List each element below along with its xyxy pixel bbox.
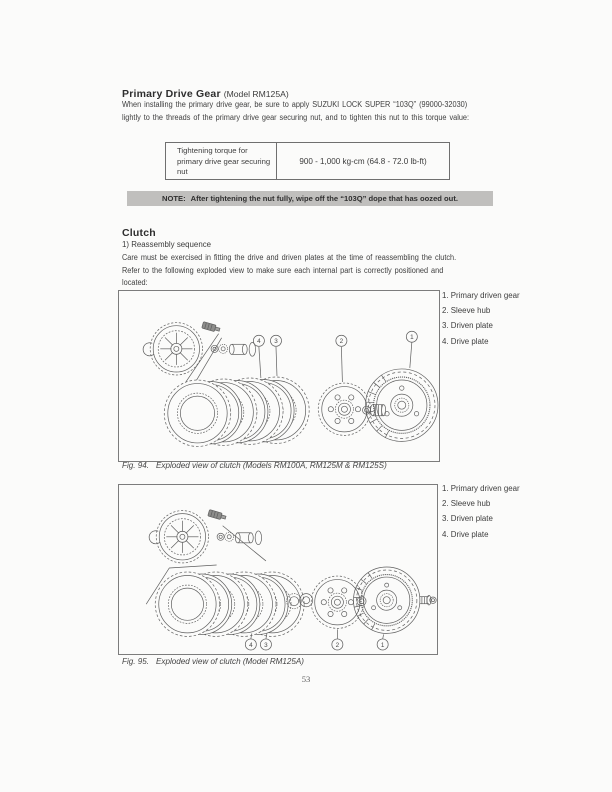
paragraph-line: located:: [122, 278, 148, 288]
note-bar: [127, 191, 493, 206]
paragraph-line: lightly to the threads of the primary drive gear securing nut, and to tighten this nut to this torque value:: [122, 112, 470, 122]
bolt-icon: [208, 510, 227, 521]
callout-3: 3: [264, 641, 268, 649]
clutch-plate-stack: [164, 377, 309, 446]
callout-2: 2: [339, 338, 344, 346]
paragraph-line: Care must be exercised in fitting the drive and driven plates at the time of reassembling the clutch.: [122, 253, 457, 262]
page-number: 53: [301, 674, 311, 684]
torque-spec-value: 900 - 1,000 kg-cm (64.8 - 72.0 lb-ft): [299, 156, 427, 166]
clutch-heading: Clutch: [122, 227, 156, 239]
torque-spec-table: [165, 142, 450, 180]
figure-94-caption: [122, 461, 387, 470]
torque-spec-label: Tightening torque for primary drive gear securing nut: [166, 143, 277, 179]
figure-95-caption-label: Fig. 95.: [122, 657, 149, 666]
legend-item: 2. Sleeve hub: [442, 306, 491, 316]
clutch-exploded-diagram-95: [119, 485, 437, 654]
figure-94-box: [118, 290, 440, 462]
section-model-suffix: (Model RM125A): [223, 89, 289, 99]
clutch-exploded-diagram-94: [119, 291, 439, 461]
paragraph-line: Refer to the following exploded view to make sure each internal part is correctly positioned and: [122, 265, 444, 275]
callout-2: 2: [335, 641, 340, 649]
paragraph-line: When installing the primary drive gear, be sure to apply SUZUKI LOCK SUPER “103Q” (99000-32030): [122, 100, 468, 109]
callout-4: 4: [249, 641, 253, 649]
legend-item: 1. Primary driven gear: [442, 291, 520, 300]
note-label: NOTE:: [162, 194, 186, 203]
legend-item: 2. Sleeve hub: [442, 499, 491, 509]
note-text: After tightening the nut fully, wipe off the “103Q” dope that has oozed out.: [190, 194, 458, 203]
legend-item: 1. Primary driven gear: [442, 484, 520, 493]
figure-callouts: [253, 331, 417, 382]
legend-item: 4. Drive plate: [442, 336, 489, 346]
figure-94-caption-text: Exploded view of clutch (Models RM100A, RM125M & RM125S): [156, 461, 387, 470]
primary-drive-gear-paragraph: [122, 99, 469, 124]
callout-1: 1: [380, 641, 385, 649]
clutch-step: 1) Reassembly sequence: [122, 240, 212, 249]
figure-95-box: [118, 484, 438, 655]
figure-95-caption-text: Exploded view of clutch (Model RM125A): [156, 657, 305, 666]
bolt-icon: [202, 322, 221, 333]
clutch-plate-stack: [155, 572, 304, 636]
section-title: Primary Drive Gear: [122, 88, 221, 100]
legend-item: 3. Driven plate: [442, 514, 493, 524]
figure-95-caption: [122, 657, 304, 666]
legend-item: 4. Drive plate: [442, 529, 489, 539]
figure-94-caption-label: Fig. 94.: [122, 461, 149, 470]
callout-4: 4: [257, 338, 261, 346]
sleeve-hub-drawing: [311, 576, 363, 628]
legend-item: 3. Driven plate: [442, 321, 493, 331]
callout-1: 1: [410, 334, 414, 342]
clutch-housing-drawing: [366, 369, 438, 441]
figure-95-legend: [442, 481, 520, 542]
figure-94-legend: [442, 288, 520, 349]
clutch-paragraph: [122, 252, 456, 290]
callout-3: 3: [274, 338, 278, 346]
small-gear-assembly: [143, 322, 255, 375]
small-gear-assembly: [149, 510, 261, 563]
